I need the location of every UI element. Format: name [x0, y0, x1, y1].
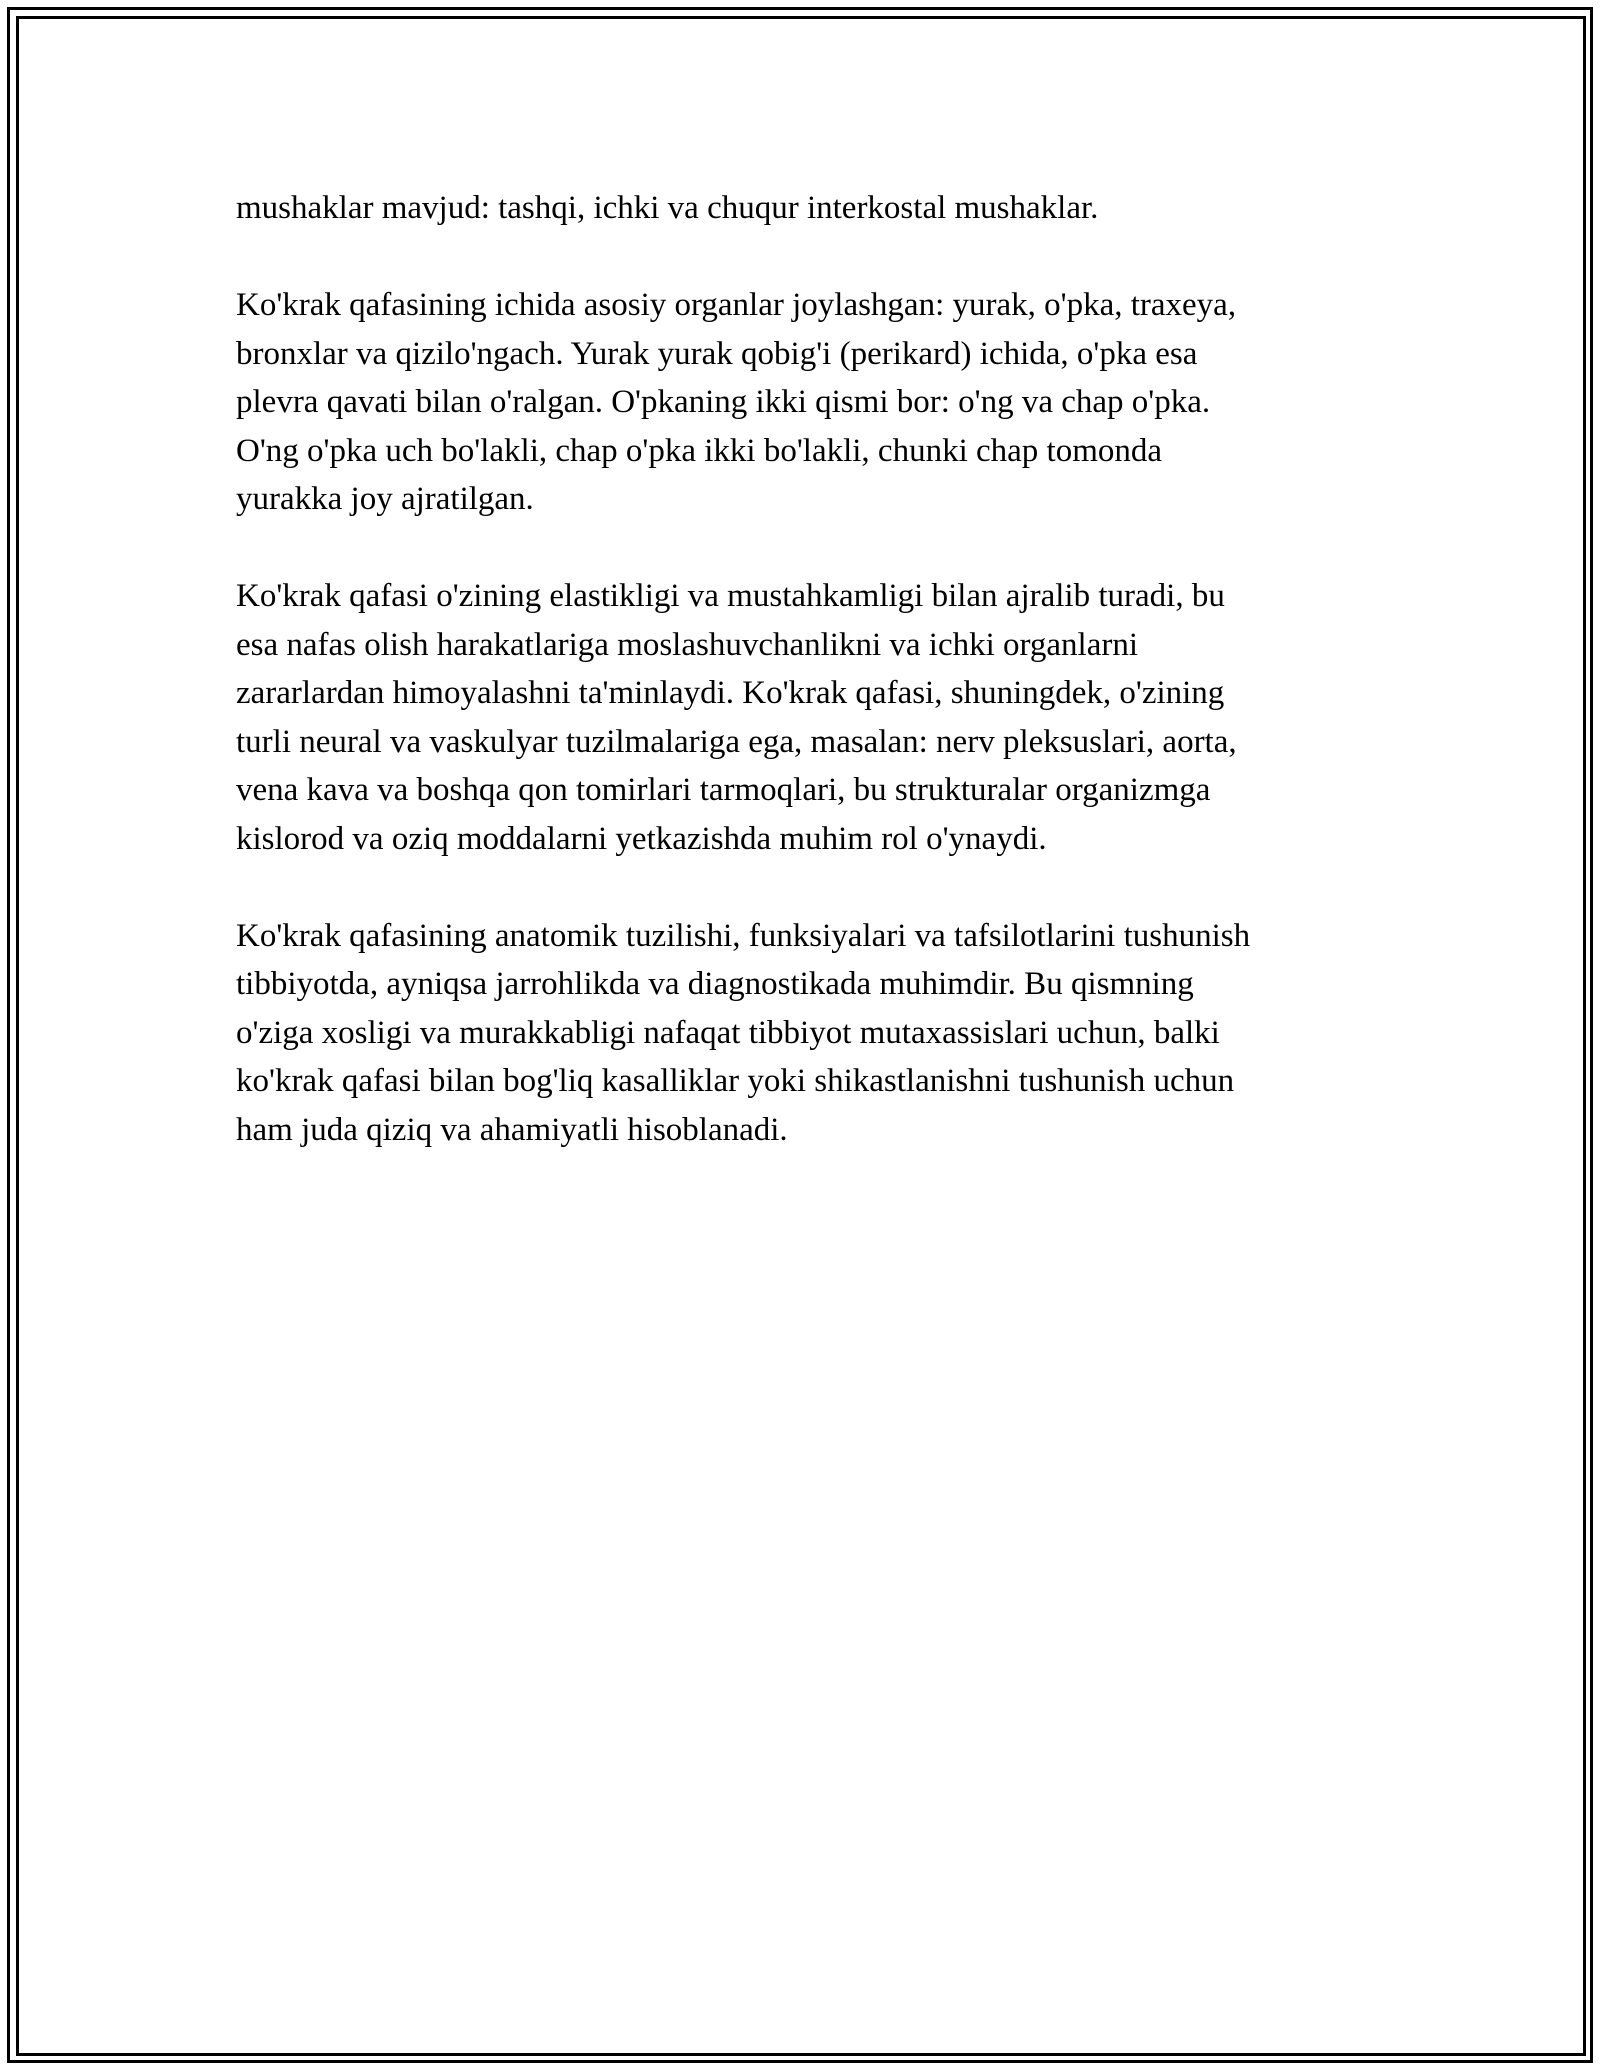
document-body [236, 184, 1376, 1203]
paragraph-1: mushaklar mavjud: tashqi, ichki va chuqur interkostal mushaklar. [236, 190, 1099, 226]
paragraph-3: Ko'krak qafasi o'zining elastikligi va mustahkamligi bilan ajralib turadi, bu esa nafas olish harakatlariga moslashuvchanlikni va ichki organlarni zararlardan himoyalashni ta'minlaydi. Ko'krak qafasi, shuningdek, o'zining turli neural va vaskulyar tuzilmalariga ega, masalan: nerv pleksuslari, aorta, vena kava va boshqa qon tomirlari tarmoqlari, bu strukturalar organizmga kislorod va oziq moddalarni yetkazishda muhim rol o'ynaydi. [236, 578, 1237, 857]
paragraph-2: Ko'krak qafasining ichida asosiy organlar joylashgan: yurak, o'pka, traxeya, bronxlar va qizilo'ngach. Yurak yurak qobig'i (perikard) ichida, o'pka esa plevra qavati bilan o'ralgan. O'pkaning ikki qismi bor: o'ng va chap o'pka. O'ng o'pka uch bo'lakli, chap o'pka ikki bo'lakli, chunki chap tomonda yurakka joy ajratilgan. [236, 287, 1237, 517]
paragraph-4: Ko'krak qafasining anatomik tuzilishi, funksiyalari va tafsilotlarini tushunish tibbiyotda, ayniqsa jarrohlikda va diagnostikada muhimdir. Bu qismning o'ziga xosligi va murakkabligi nafaqat tibbiyot mutaxassislari uchun, balki ko'krak qafasi bilan bog'liq kasalliklar yoki shikastlanishni tushunish uchun ham juda qiziq va ahamiyatli hisoblanadi. [236, 917, 1251, 1148]
